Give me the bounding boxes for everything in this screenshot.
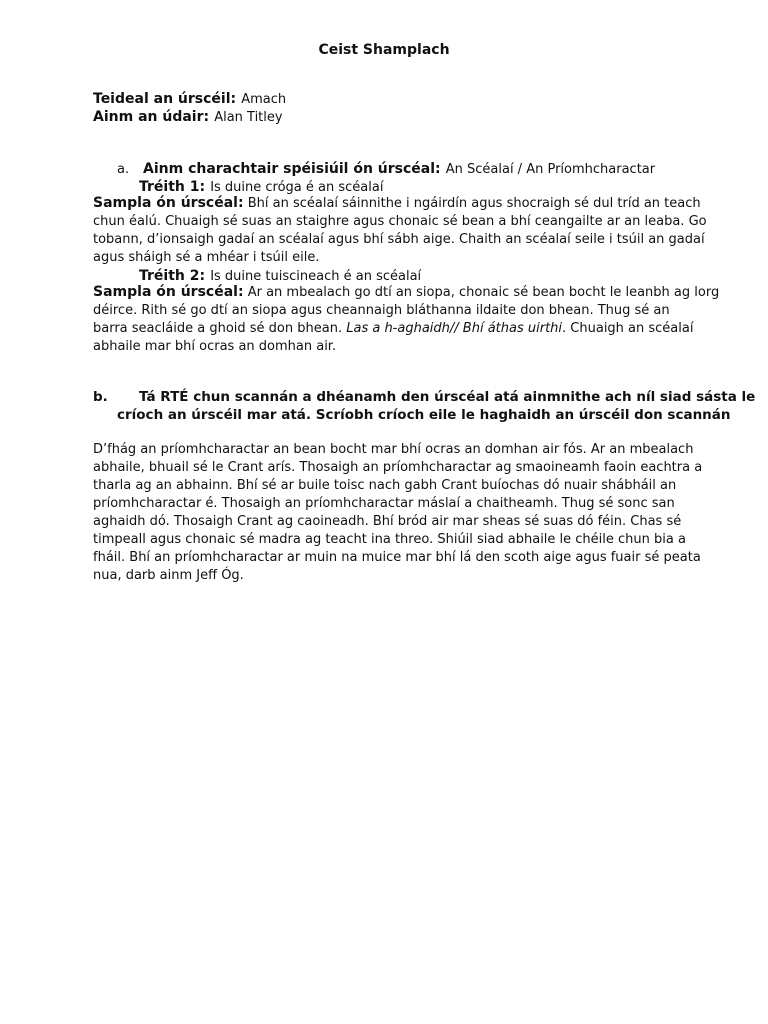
trait-1-row — [139, 176, 383, 195]
character-label: Ainm charachtair spéisiúil ón úrscéal: — [143, 161, 441, 177]
novel-title-row — [93, 88, 286, 107]
section-b-question-line: Tá RTÉ chun scannán a dhéanamh den úrscéal atá ainmnithe ach níl siad sásta le — [139, 389, 756, 405]
answer-line: tharla ag an abhainn. Bhí sé ar buile toisc nach gabh Crant buíochas dó nuair shábháil an — [93, 478, 677, 493]
sample-2-line: Ar an mbealach go dtí an siopa, chonaic sé bean bocht le leanbh ag lorg — [247, 285, 720, 300]
sample-2-line: barra seacláide a ghoid sé don bhean. — [93, 321, 343, 336]
trait-2-value: Is duine tuiscineach é an scéalaí — [210, 269, 422, 284]
author-value: Alan Titley — [214, 110, 283, 125]
sample-2-line: . Chuaigh an scéalaí — [562, 321, 694, 336]
sample-1-line: chun éalú. Chuaigh sé suas an staighre agus chonaic sé bean a bhí ceangailte ar an leaba. Go — [93, 214, 707, 229]
sample-2-label: Sampla ón úrscéal: — [93, 284, 244, 300]
sample-1-paragraph — [93, 194, 707, 267]
author-label: Ainm an údair: — [93, 109, 210, 125]
trait-1-label: Tréith 1: — [139, 179, 206, 195]
section-b-marker: b. — [93, 389, 108, 405]
novel-title-value: Amach — [241, 92, 287, 107]
answer-line: aghaidh dó. Thosaigh Crant ag caoineadh. Bhí bród air mar sheas sé suas dó féin. Chas sé — [93, 514, 682, 529]
sample-2-line: déirce. Rith sé go dtí an siopa agus cheannaigh bláthanna ildaite don bhean. Thug sé an — [93, 303, 670, 318]
character-value: An Scéalaí / An Príomhcharactar — [445, 162, 656, 177]
answer-line: fháil. Bhí an príomhcharactar ar muin na muice mar bhí lá den scoth aige agus fuair sé peata — [93, 550, 701, 565]
section-a-marker: a. — [117, 162, 130, 177]
answer-line: timpeall agus chonaic sé madra ag teacht ina threo. Shiúil siad abhaile le chéile chun bia a — [93, 532, 686, 547]
section-b-question-line: críoch an úrscéil mar atá. Scríobh críoch eile le haghaidh an úrscéil don scannán — [117, 407, 731, 423]
answer-paragraph — [93, 441, 703, 585]
sample-2-italic-quote: Las a h-aghaidh// Bhí áthas uirthi — [346, 321, 563, 336]
trait-2-label: Tréith 2: — [139, 268, 206, 284]
novel-title-label: Teideal an úrscéil: — [93, 91, 237, 107]
answer-line: nua, darb ainm Jeff Óg. — [93, 568, 244, 583]
author-row — [93, 106, 283, 125]
character-row — [143, 158, 655, 177]
trait-2-row — [139, 265, 421, 284]
answer-line: abhaile, bhuail sé le Crant arís. Thosaigh an príomhcharactar ag smaoineamh faoin eachtra a — [93, 460, 703, 475]
sample-2-paragraph — [93, 283, 720, 356]
page-title: Ceist Shamplach — [318, 42, 450, 58]
sample-2-line: abhaile mar bhí ocras an domhan air. — [93, 339, 337, 354]
sample-1-label: Sampla ón úrscéal: — [93, 195, 244, 211]
sample-1-line: Bhí an scéalaí sáinnithe i ngáirdín agus shocraigh sé dul tríd an teach — [247, 196, 701, 211]
trait-1-value: Is duine cróga é an scéalaí — [210, 180, 384, 195]
answer-line: príomhcharactar é. Thosaigh an príomhcharactar máslaí a chaitheamh. Thug sé sonc san — [93, 496, 675, 511]
answer-line: D’fhág an príomhcharactar an bean bocht mar bhí ocras an domhan air fós. Ar an mbealach — [93, 442, 694, 457]
sample-1-line: agus sháigh sé a mhéar i tsúil eile. — [93, 250, 320, 265]
sample-1-line: tobann, d’ionsaigh gadaí an scéalaí agus bhí sábh aige. Chaith an scéalaí seile i tsúil an gadaí — [93, 232, 705, 247]
